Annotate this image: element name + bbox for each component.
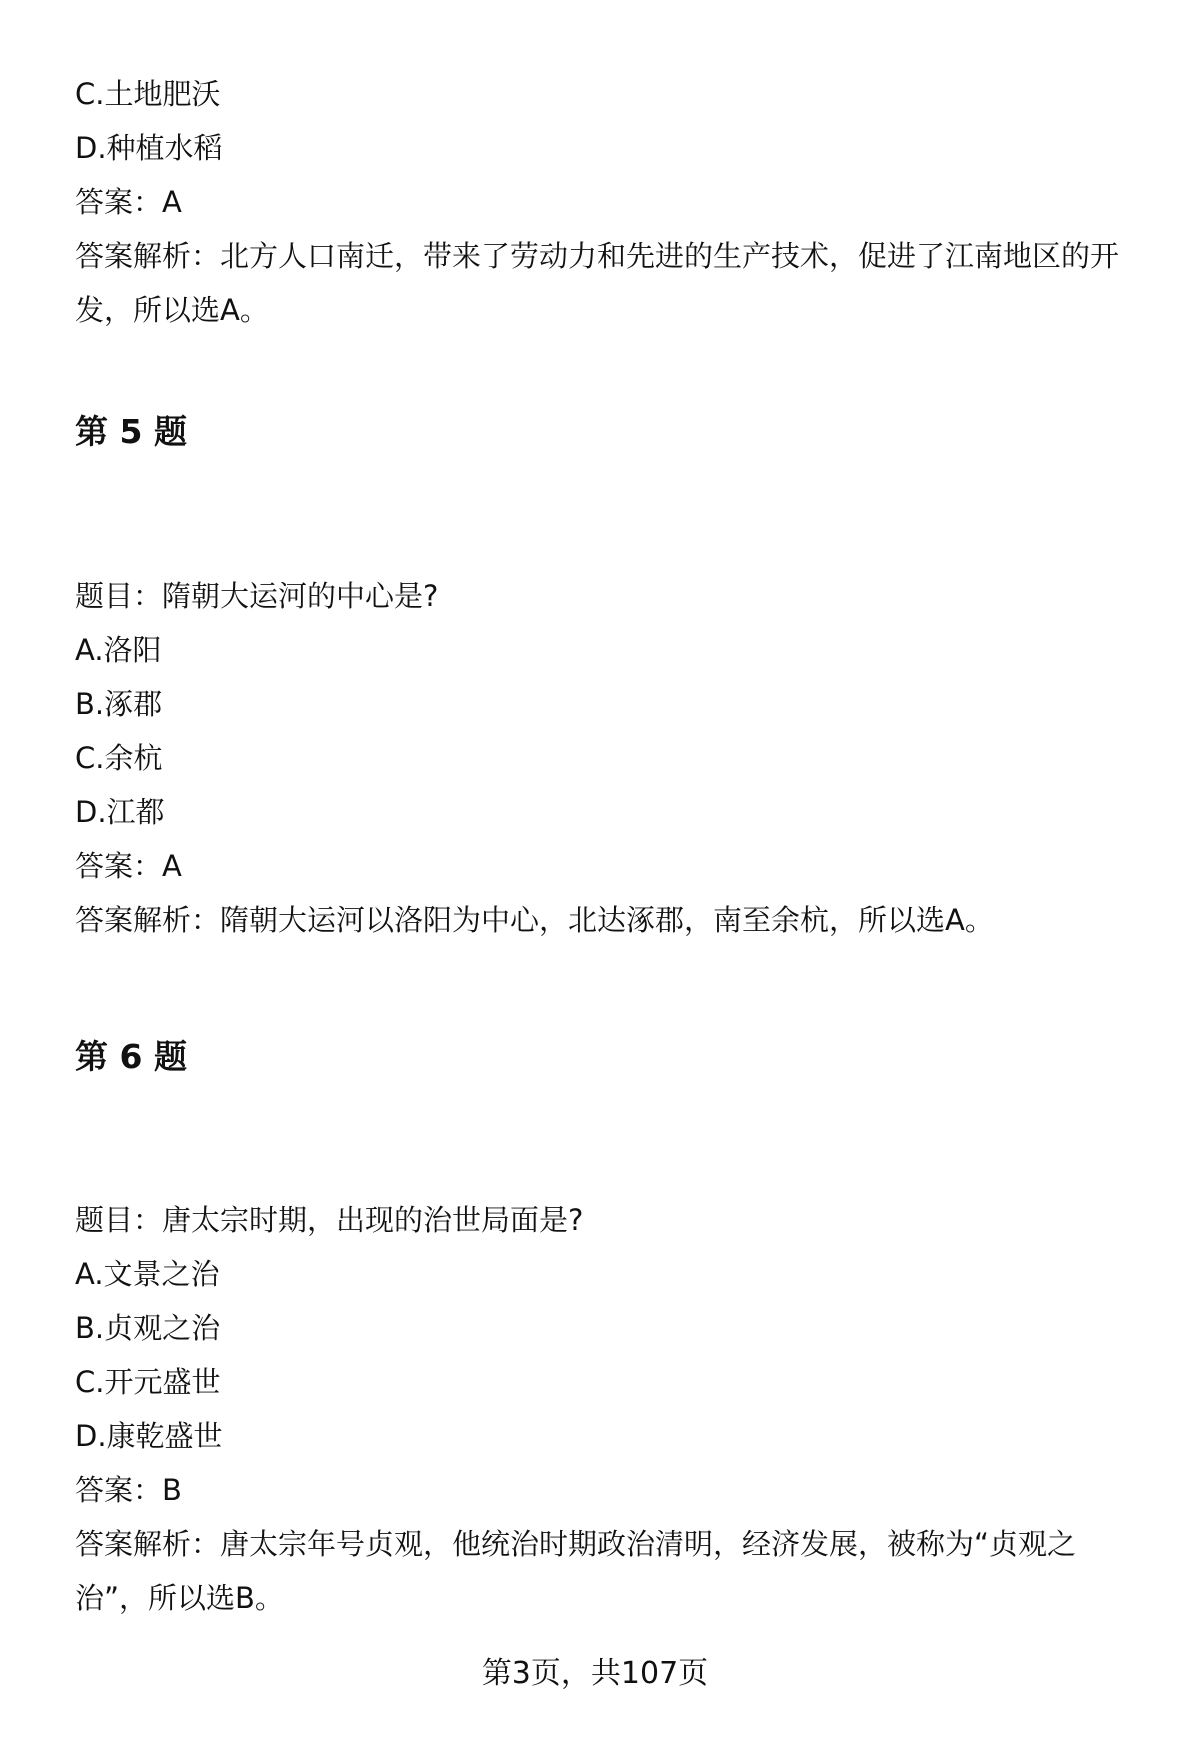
q6-answer: 答案：B bbox=[75, 1473, 182, 1507]
q5-option-c: C.余杭 bbox=[75, 741, 163, 775]
q5-question: 题目：隋朝大运河的中心是? bbox=[75, 579, 439, 613]
q6-option-d: D.康乾盛世 bbox=[75, 1419, 223, 1453]
q6-analysis-line2: 治”，所以选B。 bbox=[75, 1581, 284, 1615]
prev-analysis-line2: 发，所以选A。 bbox=[75, 293, 269, 327]
q5-heading: 第 5 题 bbox=[75, 412, 187, 451]
prev-option-c: C.土地肥沃 bbox=[75, 77, 221, 111]
page-number-footer: 第3页，共107页 bbox=[481, 1656, 709, 1691]
prev-analysis-line1: 答案解析：北方人口南迁，带来了劳动力和先进的生产技术，促进了江南地区的开 bbox=[75, 239, 1120, 273]
q5-option-b: B.涿郡 bbox=[75, 687, 163, 721]
q6-heading: 第 6 题 bbox=[75, 1037, 187, 1076]
prev-answer: 答案：A bbox=[75, 185, 182, 219]
q6-option-c: C.开元盛世 bbox=[75, 1365, 221, 1399]
q6-analysis-line1: 答案解析：唐太宗年号贞观，他统治时期政治清明，经济发展，被称为“贞观之 bbox=[75, 1527, 1077, 1561]
q5-option-a: A.洛阳 bbox=[75, 633, 162, 667]
q6-question: 题目：唐太宗时期，出现的治世局面是? bbox=[75, 1203, 584, 1237]
q6-option-a: A.文景之治 bbox=[75, 1257, 220, 1291]
q6-option-b: B.贞观之治 bbox=[75, 1311, 221, 1345]
q5-analysis: 答案解析：隋朝大运河以洛阳为中心，北达涿郡，南至余杭，所以选A。 bbox=[75, 903, 994, 937]
q5-option-d: D.江都 bbox=[75, 795, 165, 829]
q5-answer: 答案：A bbox=[75, 849, 182, 883]
prev-option-d: D.种植水稻 bbox=[75, 131, 223, 165]
